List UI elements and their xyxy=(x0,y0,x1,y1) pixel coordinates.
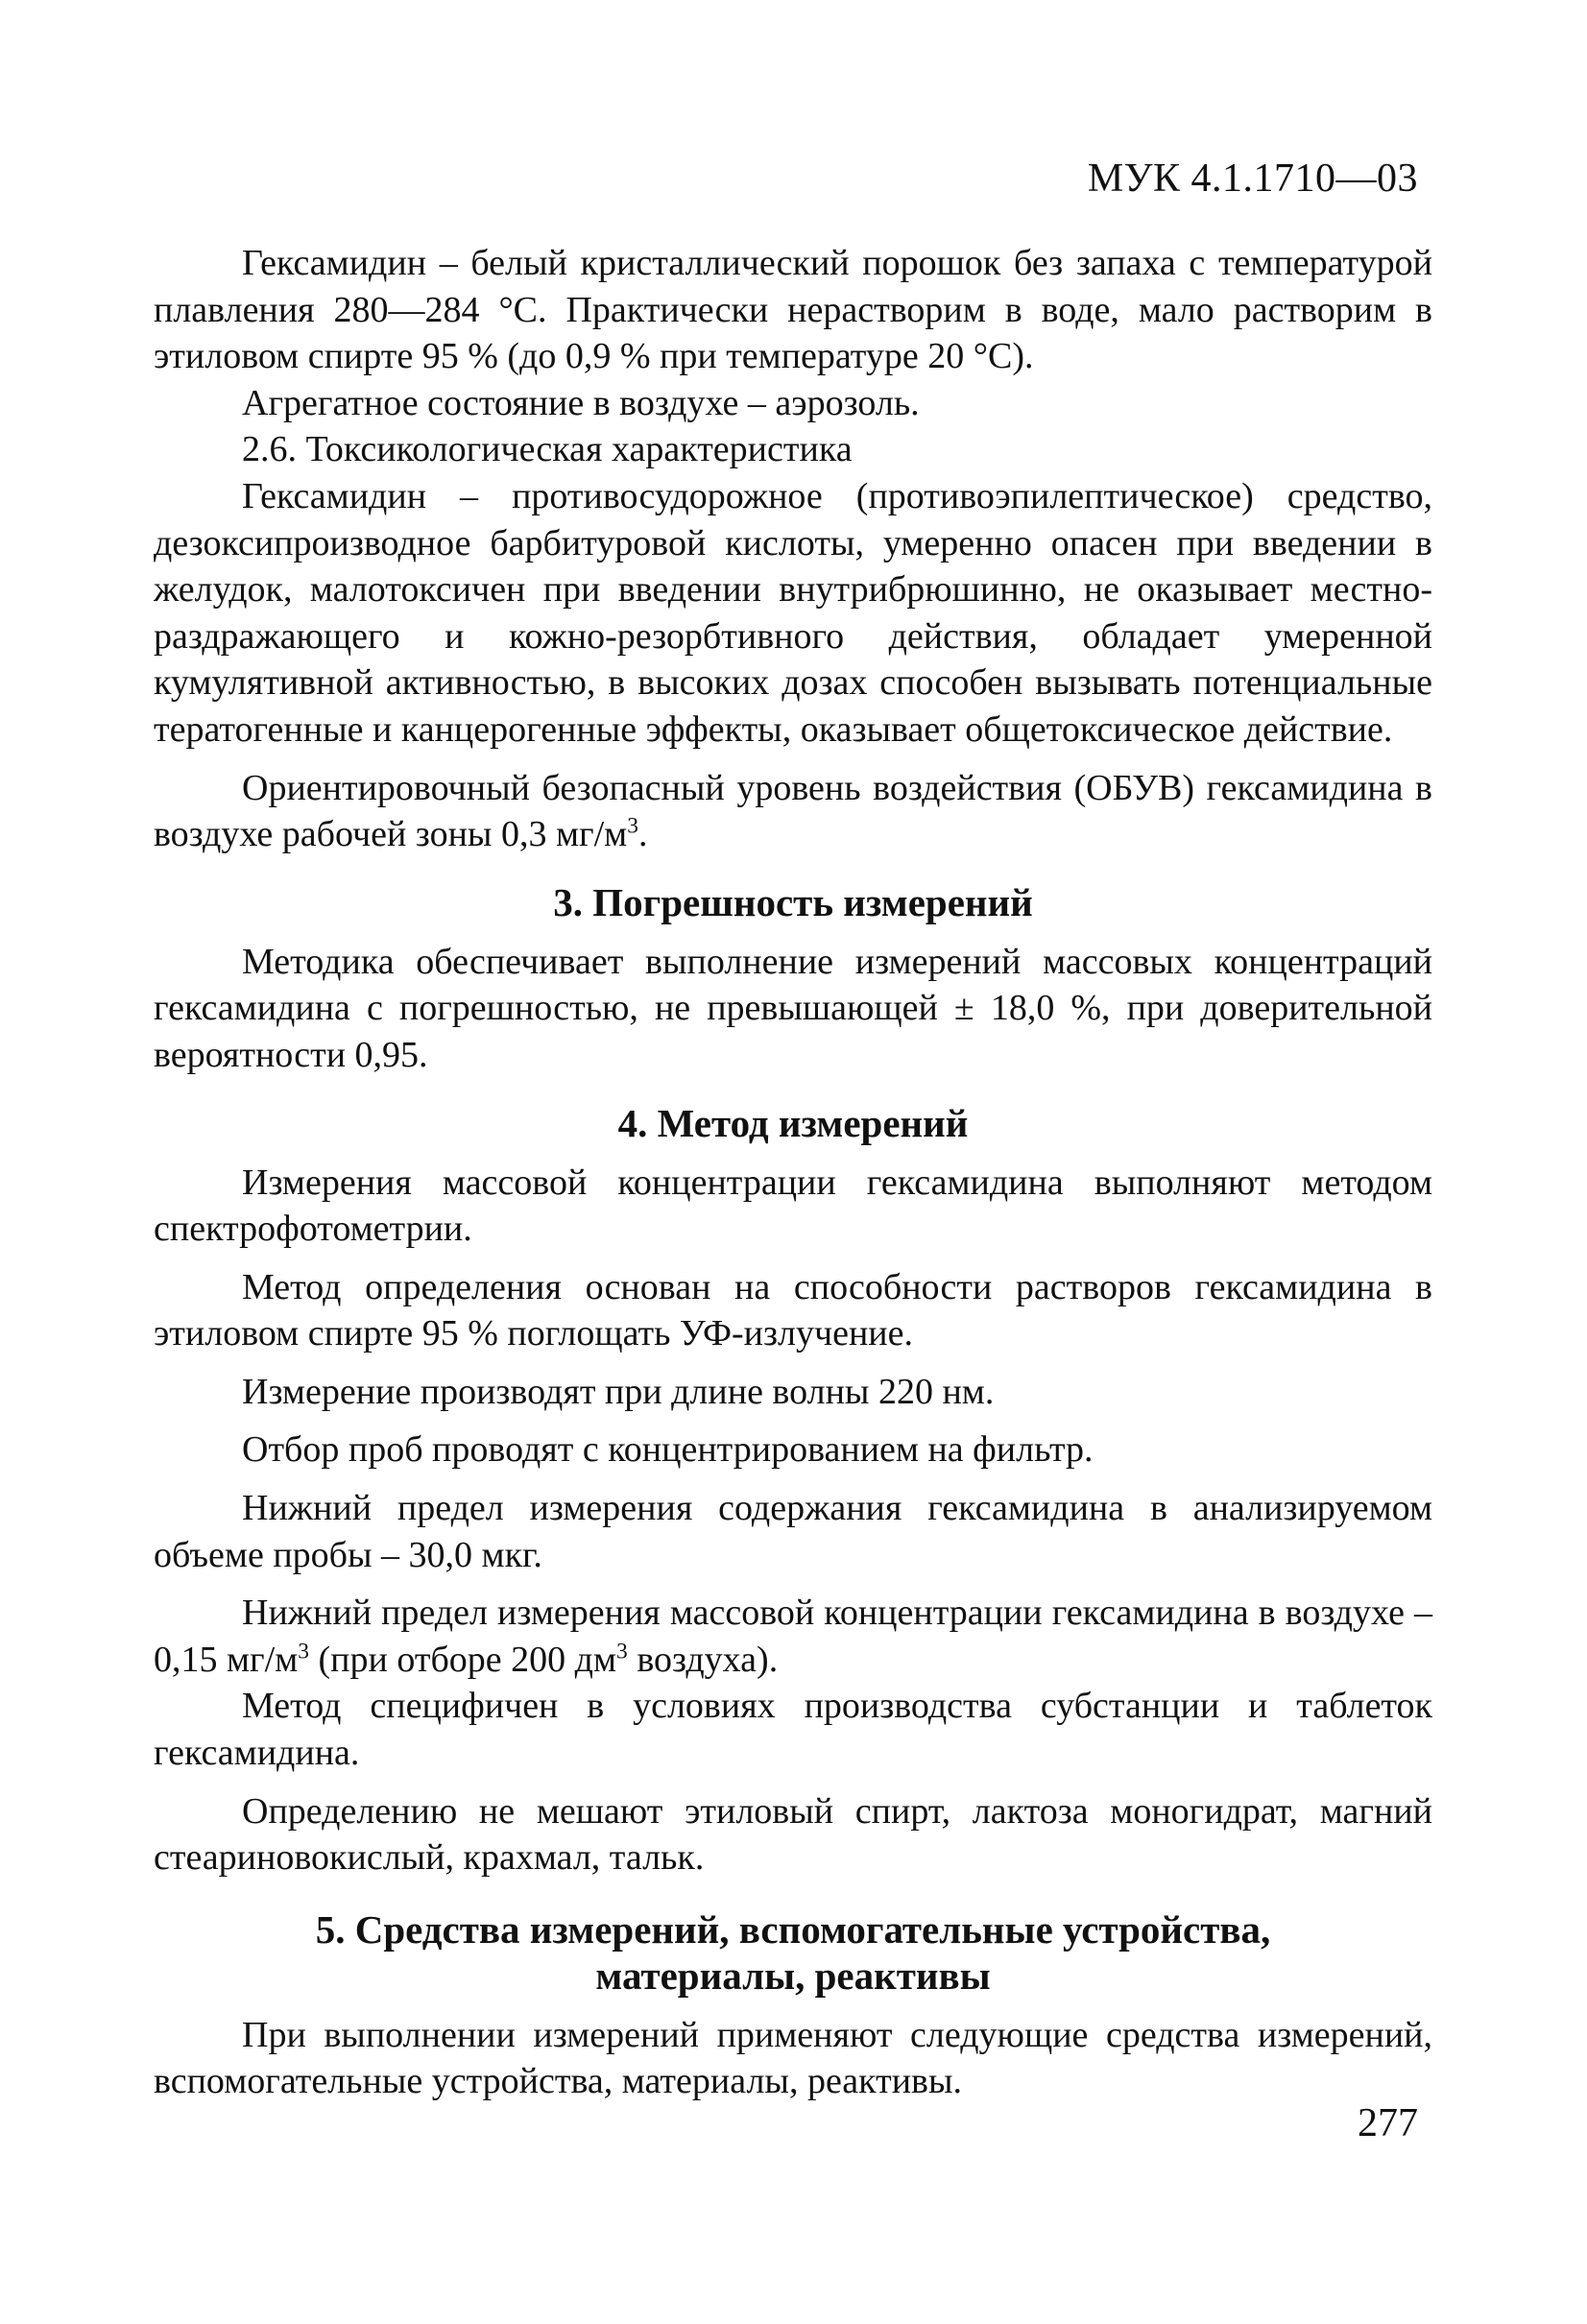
paragraph-aggregate-state: Агрегатное состояние в воздухе – аэрозоль. xyxy=(242,382,920,423)
section-5-heading-line1: 5. Средства измерений, вспомогательные устройства, xyxy=(315,1906,1271,1952)
paragraph-properties: Гексамидин – белый кристаллический порошок без запаха с температурой плавления 280—284 °С. Практически нерастворим в воде, мало растворим в этиловом спирте 95 % (до 0,9 % при температуре 20 °С). xyxy=(154,243,1432,377)
lower-limit-sampling: (при отборе 200 дм xyxy=(309,1639,617,1680)
section-4-heading: 4. Метод измерений xyxy=(617,1100,969,1145)
paragraph-wavelength: Измерение производят при длине волны 220 нм. xyxy=(242,1371,995,1412)
paragraph-lower-limit-content: Нижний предел измерения содержания гексамидина в анализируемом объеме пробы – 30,0 мкг. xyxy=(154,1488,1432,1575)
lower-limit-superscript: 3 xyxy=(298,1639,310,1665)
paragraph-instruments-intro: При выполнении измерений применяют следующие средства измерений, вспомогательные устройства, материалы, реактивы. xyxy=(154,2014,1432,2102)
paragraph-sampling: Отбор проб проводят с концентрированием на фильтр. xyxy=(242,1429,1094,1471)
paragraph-lower-limit-concentration xyxy=(154,1590,1432,1683)
lower-limit-end: воздуха). xyxy=(627,1639,779,1680)
obuv-end: . xyxy=(637,814,648,855)
paragraph-specificity: Метод специфичен в условиях производства субстанции и таблеток гексамидина. xyxy=(154,1686,1432,1774)
paragraph-method: Измерения массовой концентрации гексамидина выполняют методом спектрофотометрии. xyxy=(154,1162,1432,1250)
document-body xyxy=(154,240,1432,2105)
paragraph-interference: Определению не мешают этиловый спирт, лактоза моногидрат, магний стеариновокислый, крахмал, тальк. xyxy=(154,1790,1432,1879)
paragraph-obuv xyxy=(154,765,1432,858)
subsection-toxicology-title: 2.6. Токсикологическая характеристика xyxy=(242,429,853,470)
paragraph-error: Методика обеспечивает выполнение измерений массовых концентраций гексамидина с погрешностью, не превышающей ± 18,0 %, при доверительной вероятности 0,95. xyxy=(154,941,1432,1075)
obuv-text: Ориентировочный безопасный уровень воздействия (ОБУВ) гексамидина в воздухе рабочей зоны 0,3 мг/м xyxy=(154,767,1432,855)
sampling-superscript: 3 xyxy=(616,1639,628,1665)
section-5-heading-line2: материалы, реактивы xyxy=(595,1953,991,1998)
section-3-heading: 3. Погрешность измерений xyxy=(553,879,1033,924)
paragraph-toxicology: Гексамидин – противосудорожное (противоэпилептическое) средство, дезоксипроизводное барбитуровой кислоты, умеренно опасен при введении в желудок, малотоксичен при введении внутрибрюшинно, не оказывает местно-раздражающего и кожно-резорбтивного действия, обладает умеренной кумулятивной активностью, в высоких дозах способен вызывать потенциальные тератогенные и канцерогенные эффекты, оказывает общетоксическое действие. xyxy=(154,475,1432,750)
page-number: 277 xyxy=(1358,2101,1418,2145)
section-5-heading xyxy=(154,1906,1432,1999)
document-code: МУК 4.1.1710—03 xyxy=(1087,156,1418,201)
paragraph-method-basis: Метод определения основан на способности растворов гексамидина в этиловом спирте 95 % поглощать УФ-излучение. xyxy=(154,1266,1432,1354)
obuv-superscript: 3 xyxy=(627,813,638,839)
lower-limit-text: Нижний предел измерения массовой концентрации гексамидина в воздухе – 0,15 мг/м xyxy=(154,1593,1432,1680)
